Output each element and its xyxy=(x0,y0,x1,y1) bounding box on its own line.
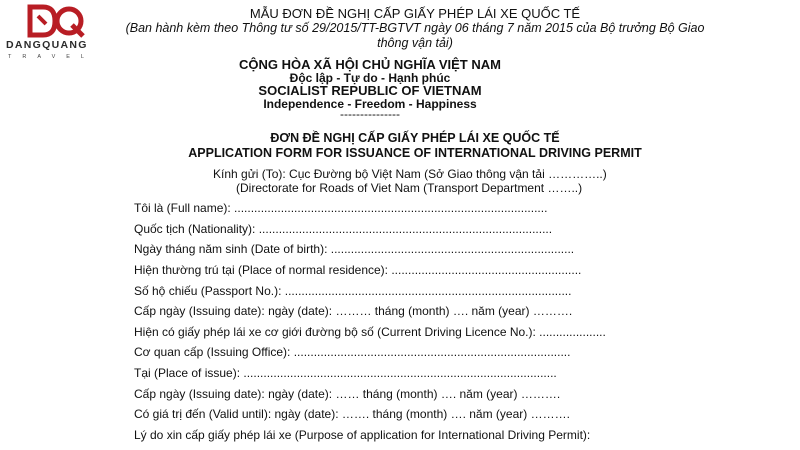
field-nationality: Quốc tịch (Nationality): ........................................................................................ xyxy=(134,222,553,236)
country-name-vi: CỘNG HÒA XÃ HỘI CHỦ NGHĨA VIỆT NAM xyxy=(239,57,501,72)
field-licence-issue-date: Cấp ngày (Issuing date): ngày (date): …… tháng (month) …. năm (year) ………. xyxy=(134,387,561,401)
company-logo xyxy=(4,2,104,64)
template-title: MẪU ĐƠN ĐỀ NGHỊ CẤP GIẤY PHÉP LÁI XE QUỐC TẾ xyxy=(249,6,581,21)
dq-logo-icon xyxy=(26,4,86,38)
field-place-of-issue: Tại (Place of issue): .............................................................................................. xyxy=(134,366,557,380)
recipient-vi: Kính gửi (To): Cục Đường bộ Việt Nam (Sở Giao thông vận tải …………..) xyxy=(213,167,607,181)
circular-note-line2: thông vận tải) xyxy=(377,36,453,50)
field-residence: Hiện thường trú tại (Place of normal residence): ......................................................... xyxy=(134,263,582,277)
header-divider: --------------- xyxy=(340,107,400,121)
logo-tagline: TRAVEL xyxy=(8,54,95,60)
country-name-en: SOCIALIST REPUBLIC OF VIETNAM xyxy=(258,83,482,98)
field-issuing-office: Cơ quan cấp (Issuing Office): ................................................................................... xyxy=(134,345,571,359)
field-licence-no: Hiện có giấy phép lái xe cơ giới đường bộ số (Current Driving Licence No.): .................... xyxy=(134,325,606,339)
recipient-en: (Directorate for Roads of Viet Nam (Transport Department ……..) xyxy=(236,181,583,195)
motto-en: Independence - Freedom - Happiness xyxy=(263,97,477,111)
field-purpose: Lý do xin cấp giấy phép lái xe (Purpose of application for International Driving Permit): xyxy=(134,428,591,442)
field-passport-no: Số hộ chiếu (Passport No.): ...................................................................................... xyxy=(134,284,572,298)
logo-wordmark: DANGQUANG xyxy=(6,39,88,51)
motto-vi: Độc lập - Tự do - Hạnh phúc xyxy=(289,71,451,85)
field-passport-issue-date: Cấp ngày (Issuing date): ngày (date): ……… tháng (month) …. năm (year) ………. xyxy=(134,304,573,318)
field-date-of-birth: Ngày tháng năm sinh (Date of birth): ......................................................................... xyxy=(134,242,575,256)
form-title-en: APPLICATION FORM FOR ISSUANCE OF INTERNATIONAL DRIVING PERMIT xyxy=(188,146,642,160)
form-title-vi: ĐƠN ĐỀ NGHỊ CẤP GIẤY PHÉP LÁI XE QUỐC TẾ xyxy=(270,131,560,145)
field-valid-until: Có giá trị đến (Valid until): ngày (date): ……. tháng (month) …. năm (year) ………. xyxy=(134,407,570,421)
circular-note-line1: (Ban hành kèm theo Thông tư số 29/2015/TT-BGTVT ngày 06 tháng 7 năm 2015 của Bộ trưởng Bộ Giao xyxy=(125,21,705,35)
field-full-name: Tôi là (Full name): .............................................................................................. xyxy=(134,201,548,215)
